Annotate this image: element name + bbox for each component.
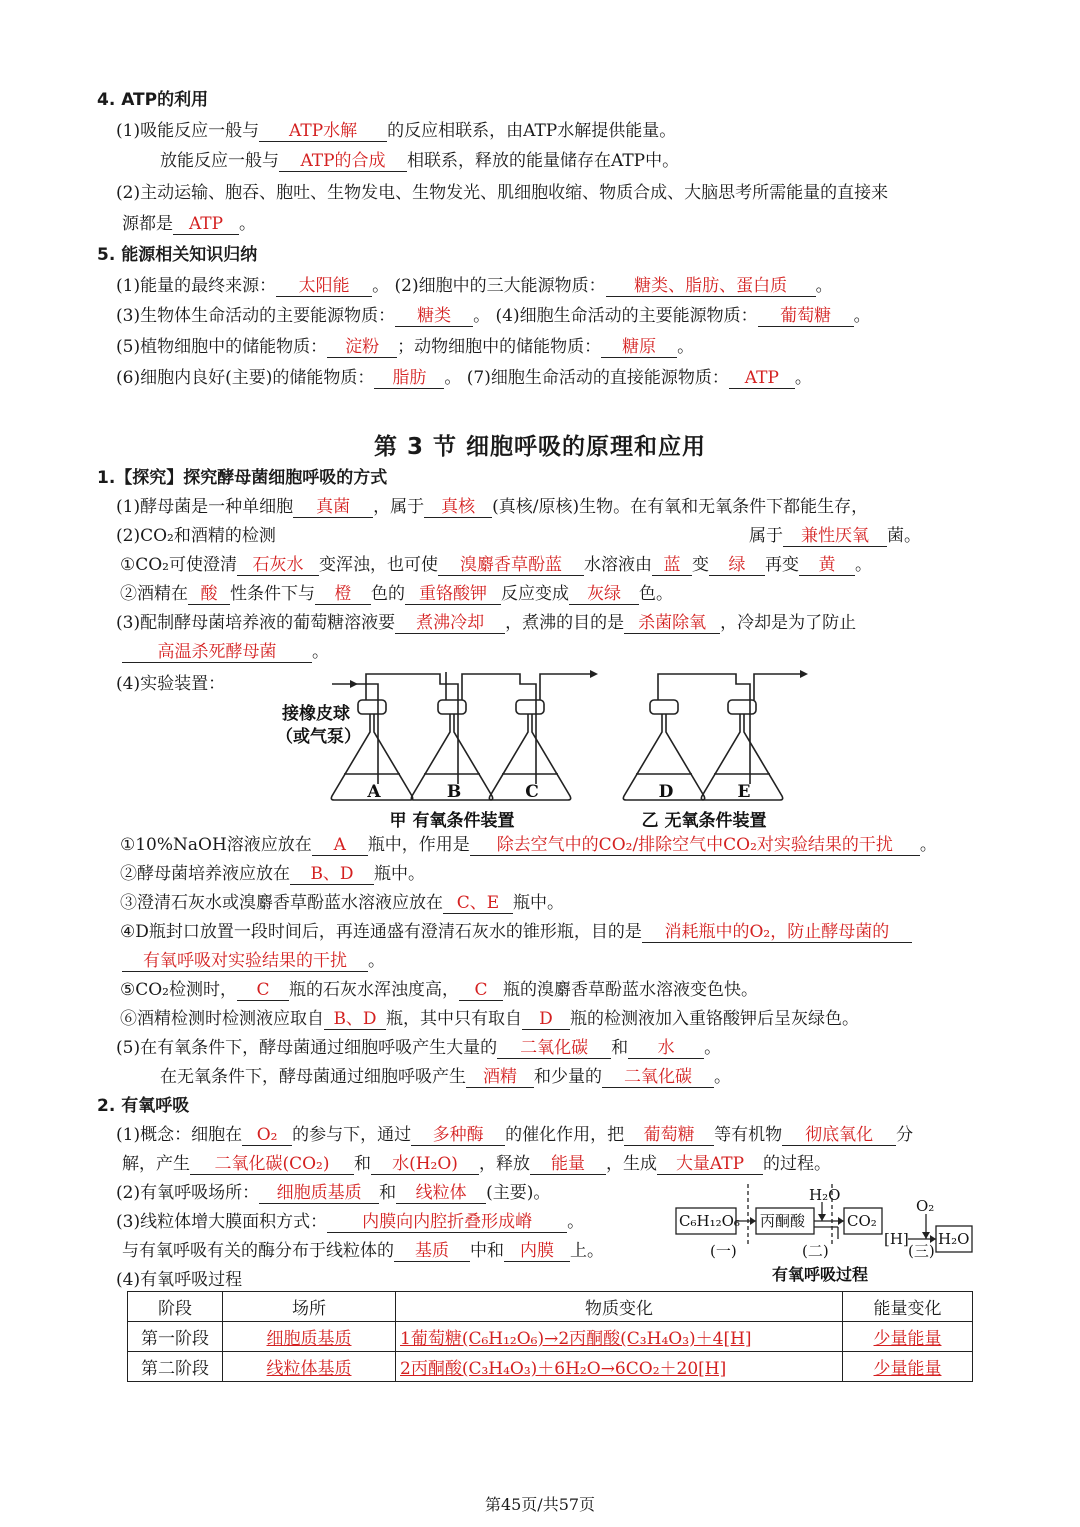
answer: 黄 bbox=[799, 555, 855, 576]
answer: 脂肪 bbox=[374, 368, 444, 389]
h2o-input-label: H₂O bbox=[809, 1186, 841, 1204]
text: 。 bbox=[368, 951, 385, 971]
text: 和 bbox=[611, 1038, 629, 1058]
text: 色。 bbox=[639, 584, 673, 604]
text: 水溶液由 bbox=[584, 555, 652, 575]
answer: B、D bbox=[290, 864, 374, 885]
text: 瓶中，作用是 bbox=[367, 835, 470, 855]
text: 的过程。 bbox=[763, 1154, 831, 1174]
aerobic-process-diagram bbox=[672, 1184, 976, 1288]
line bbox=[120, 921, 912, 943]
text: ①10%NaOH溶液应放在 bbox=[120, 835, 312, 855]
text: 。 bbox=[714, 1067, 731, 1087]
text: ，煮沸的目的是 bbox=[505, 613, 625, 633]
flask-label-a: A bbox=[367, 782, 381, 802]
text: 解，产生 bbox=[122, 1154, 190, 1174]
answer: 酸 bbox=[188, 584, 230, 605]
answer: 太阳能 bbox=[276, 276, 372, 297]
section-5-title: 5. 能源相关知识归纳 bbox=[97, 245, 258, 265]
page-footer: 第45页/共57页 bbox=[484, 1495, 596, 1514]
aerobic-stage-table bbox=[127, 1291, 973, 1382]
text: 。 bbox=[677, 337, 695, 357]
answer: 高温杀死酵母菌 bbox=[122, 642, 312, 663]
pump-label: 接橡皮球 bbox=[282, 704, 350, 724]
text: 和少量的 bbox=[534, 1067, 602, 1087]
stage-1-label: (一) bbox=[710, 1242, 737, 1260]
text: 。 bbox=[919, 835, 937, 855]
text: 。 (7)细胞生命活动的直接能源物质： bbox=[444, 368, 729, 388]
answer: 绿 bbox=[709, 555, 765, 576]
text: 分 bbox=[896, 1125, 914, 1145]
text: 的反应相联系，由ATP水解提供能量。 bbox=[387, 121, 677, 141]
flask-label-d: D bbox=[658, 782, 674, 802]
text: 瓶的溴麝香草酚蓝水溶液变色快。 bbox=[503, 980, 758, 1000]
answer: 杀菌除氧 bbox=[624, 613, 720, 634]
answer: 内膜向内腔折叠形成嵴 bbox=[327, 1212, 567, 1233]
text: ；动物细胞中的储能物质： bbox=[397, 337, 602, 357]
energy-cell: 少量能量 bbox=[873, 1359, 942, 1379]
answer: C bbox=[237, 980, 289, 1001]
line bbox=[160, 150, 679, 172]
h-label: [H] bbox=[884, 1230, 909, 1248]
text: (6)细胞内良好(主要)的储能物质： bbox=[116, 368, 375, 388]
text: (4)实验装置： bbox=[116, 674, 226, 694]
answer: 细胞质基质 bbox=[259, 1183, 379, 1204]
glucose-label: C₆H₁₂O₆ bbox=[679, 1212, 740, 1230]
answer: ATP bbox=[173, 214, 239, 235]
text: 在无氧条件下，酵母菌通过细胞呼吸产生 bbox=[160, 1067, 466, 1087]
text: 瓶中。 bbox=[374, 864, 425, 884]
answer: 除去空气中的CO₂/排除空气中CO₂对实验结果的干扰 bbox=[470, 835, 920, 856]
place-cell: 细胞质基质 bbox=[266, 1329, 352, 1349]
answer: 水 bbox=[628, 1038, 704, 1059]
line bbox=[160, 1066, 731, 1088]
answer: 兼性厌氧 bbox=[783, 526, 887, 547]
answer: 水(H₂O) bbox=[371, 1154, 479, 1175]
caption-aerobic: 甲 有氧条件装置 bbox=[389, 811, 515, 831]
diagram-caption: 有氧呼吸过程 bbox=[772, 1265, 869, 1284]
text: (主要)。 bbox=[486, 1183, 551, 1203]
flask-label-e: E bbox=[737, 782, 751, 802]
stage-cell: 第二阶段 bbox=[128, 1352, 223, 1382]
line bbox=[116, 525, 276, 547]
answer: 橙 bbox=[315, 584, 371, 605]
answer: 真核 bbox=[424, 497, 492, 518]
answer: 多种酶 bbox=[411, 1125, 505, 1146]
answer: 线粒体 bbox=[396, 1183, 486, 1204]
line bbox=[122, 1153, 831, 1175]
text: 和 bbox=[354, 1154, 371, 1174]
line bbox=[122, 1240, 604, 1262]
text: 相联系，释放的能量储存在ATP中。 bbox=[407, 151, 680, 171]
answer: C bbox=[459, 980, 503, 1001]
answer: 糖类 bbox=[395, 306, 473, 327]
text: 。 bbox=[239, 214, 256, 234]
text: 。 bbox=[312, 642, 329, 662]
text: (3)生物体生命活动的主要能源物质： bbox=[116, 306, 396, 326]
aerobic-title: 2. 有氧呼吸 bbox=[97, 1096, 190, 1116]
energy-cell: 少量能量 bbox=[873, 1329, 942, 1349]
text: 。 bbox=[815, 276, 833, 296]
flask-label-c: C bbox=[525, 782, 539, 802]
text: 反应变成 bbox=[501, 584, 569, 604]
text: (2)有氧呼吸场所： bbox=[116, 1183, 260, 1203]
line bbox=[116, 673, 225, 695]
pyruvate-label: 丙酮酸 bbox=[760, 1212, 806, 1230]
header-place: 场所 bbox=[223, 1292, 396, 1322]
apparatus-figure bbox=[270, 664, 810, 836]
answer: 淀粉 bbox=[327, 337, 397, 358]
text: 性条件下与 bbox=[230, 584, 315, 604]
text: 源都是 bbox=[122, 214, 173, 234]
change-cell: 2丙酮酸(C₃H₄O₃)＋6H₂O→6CO₂＋20[H] bbox=[400, 1359, 727, 1379]
text: 。 bbox=[794, 368, 812, 388]
line bbox=[116, 1269, 242, 1291]
line bbox=[116, 1037, 721, 1059]
text: 。 bbox=[853, 306, 871, 326]
answer: 二氧化碳 bbox=[497, 1038, 611, 1059]
co2-label: CO₂ bbox=[847, 1212, 877, 1230]
caption-anaerobic: 乙 无氧条件装置 bbox=[641, 811, 767, 831]
answer: C、E bbox=[443, 893, 513, 914]
section-4-title: 4. ATP的利用 bbox=[97, 90, 209, 110]
line bbox=[116, 305, 871, 327]
stage-cell: 第一阶段 bbox=[128, 1322, 223, 1352]
pump-label-2: （或气泵） bbox=[276, 727, 361, 747]
stage-2-label: (二) bbox=[802, 1242, 829, 1260]
line bbox=[116, 120, 676, 142]
line bbox=[116, 1182, 550, 1204]
answer: 基质 bbox=[394, 1241, 470, 1262]
text: 色的 bbox=[371, 584, 405, 604]
line bbox=[120, 834, 937, 856]
text: 瓶中。 bbox=[513, 893, 564, 913]
text: 的催化作用，把 bbox=[505, 1125, 625, 1145]
header-energy: 能量变化 bbox=[843, 1292, 973, 1322]
line bbox=[120, 979, 758, 1001]
h2o-output-label: H₂O bbox=[938, 1230, 970, 1248]
text: 和 bbox=[379, 1183, 397, 1203]
header-stage: 阶段 bbox=[128, 1292, 223, 1322]
text: (3)线粒体增大膜面积方式： bbox=[116, 1212, 328, 1232]
answer: 石灰水 bbox=[237, 555, 319, 576]
text: (1)能量的最终来源： bbox=[116, 276, 277, 296]
text: 与有氧呼吸有关的酶分布于线粒体的 bbox=[122, 1241, 394, 1261]
text: 变浑浊，也可使 bbox=[319, 555, 438, 575]
table-header-row bbox=[128, 1292, 973, 1322]
text: 。 bbox=[855, 555, 872, 575]
text: (2)主动运输、胞吞、胞吐、生物发电、生物发光、肌细胞收缩、物质合成、大脑思考所需能量的直接来 bbox=[116, 183, 889, 203]
answer: 溴麝香草酚蓝 bbox=[438, 555, 584, 576]
line bbox=[116, 182, 888, 204]
line bbox=[116, 1211, 584, 1233]
text: 上。 bbox=[570, 1241, 604, 1261]
answer: 彻底氧化 bbox=[782, 1125, 896, 1146]
answer: 糖原 bbox=[601, 337, 677, 358]
experiment-title: 1.【探究】探究酵母菌细胞呼吸的方式 bbox=[97, 468, 388, 488]
flask-label-b: B bbox=[446, 782, 462, 802]
answer: 真菌 bbox=[293, 497, 373, 518]
text: ⑤CO₂检测时， bbox=[120, 980, 237, 1000]
line bbox=[116, 275, 833, 297]
header-change: 物质变化 bbox=[396, 1292, 843, 1322]
line bbox=[120, 892, 564, 914]
text: (1)概念：细胞在 bbox=[116, 1125, 243, 1145]
text: (2)CO₂和酒精的检测 bbox=[116, 526, 276, 546]
text: ，释放 bbox=[479, 1154, 530, 1174]
text: 。 (2)细胞中的三大能源物质： bbox=[372, 276, 606, 296]
answer: 重铬酸钾 bbox=[405, 584, 501, 605]
text: ③澄清石灰水或溴麝香草酚蓝水溶液应放在 bbox=[120, 893, 443, 913]
text: 瓶的检测液加入重铬酸钾后呈灰绿色。 bbox=[570, 1009, 859, 1029]
answer: 二氧化碳(CO₂) bbox=[190, 1154, 354, 1175]
text: 。 bbox=[567, 1212, 585, 1232]
answer: 能量 bbox=[530, 1154, 606, 1175]
answer: 煮沸冷却 bbox=[395, 613, 505, 634]
text: ，生成 bbox=[606, 1154, 657, 1174]
text: (4)有氧呼吸过程 bbox=[116, 1270, 243, 1290]
line bbox=[116, 1124, 913, 1146]
text: ，属于 bbox=[373, 497, 425, 517]
answer: ATP的合成 bbox=[279, 151, 407, 172]
answer: 内膜 bbox=[504, 1241, 570, 1262]
text: (1)吸能反应一般与 bbox=[116, 121, 260, 141]
change-cell: 1葡萄糖(C₆H₁₂O₆)→2丙酮酸(C₃H₄O₃)＋4[H] bbox=[400, 1329, 752, 1349]
answer: 葡萄糖 bbox=[624, 1125, 714, 1146]
table-row bbox=[128, 1352, 973, 1382]
text: 变 bbox=[692, 555, 709, 575]
line bbox=[122, 641, 329, 663]
answer: 葡萄糖 bbox=[758, 306, 854, 327]
line bbox=[120, 583, 673, 605]
answer: 大量ATP bbox=[657, 1154, 763, 1175]
answer: D bbox=[522, 1009, 570, 1030]
text: 。 bbox=[704, 1038, 722, 1058]
line bbox=[116, 612, 856, 634]
answer: ATP水解 bbox=[259, 121, 387, 142]
text: 瓶的石灰水浑浊度高， bbox=[289, 980, 459, 1000]
text: 。 (4)细胞生命活动的主要能源物质： bbox=[473, 306, 758, 326]
answer: B、D bbox=[324, 1009, 386, 1030]
text: 瓶，其中只有取自 bbox=[386, 1009, 522, 1029]
o2-label: O₂ bbox=[916, 1197, 935, 1215]
answer: 二氧化碳 bbox=[602, 1067, 714, 1088]
answer: 蓝 bbox=[652, 555, 692, 576]
line bbox=[120, 1008, 859, 1030]
text: (5)植物细胞中的储能物质： bbox=[116, 337, 328, 357]
text: 中和 bbox=[470, 1241, 504, 1261]
stage-3-label: (三) bbox=[908, 1242, 935, 1260]
line bbox=[116, 367, 812, 389]
line bbox=[116, 336, 694, 358]
line bbox=[120, 863, 425, 885]
answer: 灰绿 bbox=[569, 584, 639, 605]
line bbox=[749, 525, 921, 547]
text: 属于 bbox=[749, 526, 783, 546]
text: ，冷却是为了防止 bbox=[720, 613, 857, 633]
text: ⑥酒精检测时检测液应取自 bbox=[120, 1009, 324, 1029]
text: ④D瓶封口放置一段时间后，再连通盛有澄清石灰水的锥形瓶，目的是 bbox=[120, 922, 642, 942]
text: ①CO₂可使澄清 bbox=[120, 555, 237, 575]
line bbox=[122, 950, 385, 972]
answer: 糖类、脂肪、蛋白质 bbox=[606, 276, 816, 297]
text: (真核/原核)生物。在有氧和无氧条件下都能生存， bbox=[492, 497, 869, 517]
text: 菌。 bbox=[887, 526, 921, 546]
text: 再变 bbox=[765, 555, 799, 575]
text: ②酒精在 bbox=[120, 584, 188, 604]
text: 放能反应一般与 bbox=[160, 151, 279, 171]
line bbox=[122, 213, 256, 235]
answer: O₂ bbox=[242, 1125, 292, 1146]
answer: A bbox=[312, 835, 368, 856]
text: (5)在有氧条件下，酵母菌通过细胞呼吸产生大量的 bbox=[116, 1038, 498, 1058]
answer: 消耗瓶中的O₂，防止酵母菌的 bbox=[642, 922, 912, 943]
text: ②酵母菌培养液应放在 bbox=[120, 864, 290, 884]
text: (3)配制酵母菌培养液的葡萄糖溶液要 bbox=[116, 613, 396, 633]
text: 的参与下，通过 bbox=[292, 1125, 412, 1145]
section-heading: 第 3 节 细胞呼吸的原理和应用 bbox=[373, 434, 707, 460]
place-cell: 线粒体基质 bbox=[266, 1359, 352, 1379]
answer: 酒精 bbox=[466, 1067, 534, 1088]
answer: ATP bbox=[729, 368, 795, 389]
answer: 有氧呼吸对实验结果的干扰 bbox=[122, 951, 368, 972]
table-row bbox=[128, 1322, 973, 1352]
text: (1)酵母菌是一种单细胞 bbox=[116, 497, 294, 517]
text: 等有机物 bbox=[714, 1125, 783, 1145]
line bbox=[116, 496, 868, 518]
line bbox=[120, 554, 872, 576]
